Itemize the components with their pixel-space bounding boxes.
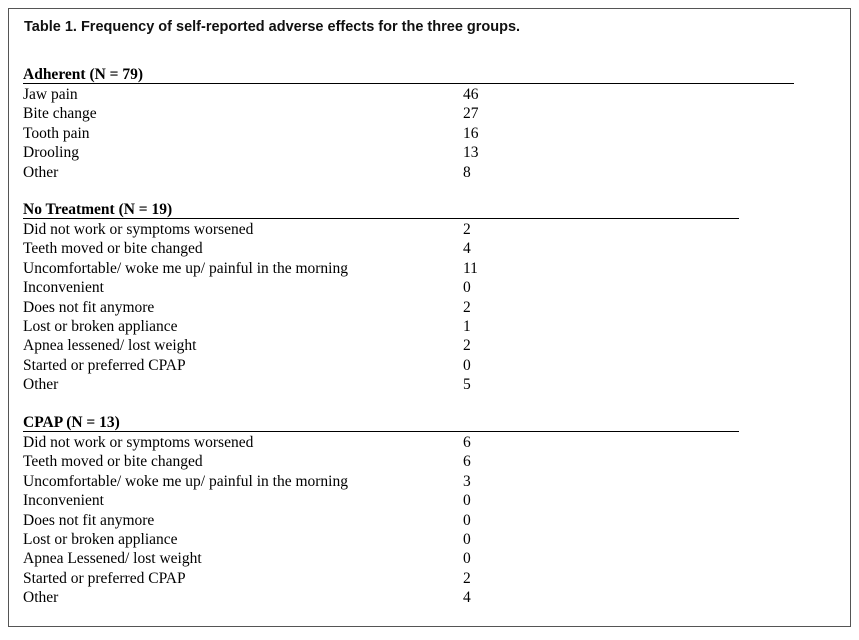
- section-cpap: [23, 414, 739, 608]
- table-row: [23, 511, 739, 530]
- row-count: 46: [463, 86, 479, 103]
- row-count: 0: [463, 492, 471, 510]
- row-count: 4: [463, 589, 471, 607]
- row-label: Bite change: [23, 105, 97, 123]
- row-label: Lost or broken appliance: [23, 317, 178, 335]
- row-label: Did not work or symptoms worsened: [23, 221, 254, 238]
- table-row: [23, 452, 739, 471]
- row-count: 3: [463, 472, 471, 490]
- row-label: Did not work or symptoms worsened: [23, 434, 254, 451]
- row-count: 0: [463, 356, 471, 374]
- table-row: [23, 124, 794, 143]
- row-count: 2: [463, 337, 471, 355]
- row-label: Lost or broken appliance: [23, 530, 178, 548]
- table-row: [23, 85, 794, 104]
- row-count: 5: [463, 376, 471, 394]
- section-rows-cpap: [23, 432, 739, 608]
- row-count: 11: [463, 259, 478, 277]
- row-count: 8: [463, 163, 471, 181]
- row-count: 0: [463, 279, 471, 297]
- row-label: Uncomfortable/ woke me up/ painful in the morning: [23, 259, 348, 277]
- row-count: 0: [463, 511, 471, 529]
- table-row: [23, 239, 739, 258]
- row-label: Started or preferred CPAP: [23, 569, 186, 587]
- table-row: [23, 336, 739, 355]
- row-label: Other: [23, 589, 59, 607]
- row-count: 6: [463, 434, 471, 451]
- table-row: [23, 472, 739, 491]
- row-label: Does not fit anymore: [23, 511, 155, 529]
- row-label: Teeth moved or bite changed: [23, 453, 203, 471]
- row-count: 6: [463, 453, 471, 471]
- table-row: [23, 569, 739, 588]
- row-count: 4: [463, 240, 471, 258]
- table-row: [23, 163, 794, 182]
- table-row: [23, 298, 739, 317]
- row-count: 2: [463, 298, 471, 316]
- table-row: [23, 278, 739, 297]
- row-label: Uncomfortable/ woke me up/ painful in the morning: [23, 472, 348, 490]
- table-row: [23, 375, 739, 394]
- row-label: Other: [23, 163, 59, 181]
- row-count: 13: [463, 144, 479, 162]
- row-count: 1: [463, 317, 471, 335]
- table-row: [23, 143, 794, 162]
- section-rows-adherent: [23, 84, 794, 182]
- row-label: Does not fit anymore: [23, 298, 155, 316]
- row-label: Drooling: [23, 144, 79, 162]
- section-header-adherent: Adherent (N = 79): [23, 66, 794, 84]
- row-label: Inconvenient: [23, 492, 104, 510]
- section-rows-no-treatment: [23, 219, 739, 395]
- section-no-treatment: [23, 201, 739, 395]
- table-row: [23, 104, 794, 123]
- row-label: Teeth moved or bite changed: [23, 240, 203, 258]
- table-row: [23, 220, 739, 239]
- table-row: [23, 433, 739, 452]
- table-frame: [8, 8, 851, 627]
- section-header-cpap: CPAP (N = 13): [23, 414, 739, 432]
- row-count: 2: [463, 569, 471, 587]
- row-count: 0: [463, 530, 471, 548]
- table-row: [23, 549, 739, 568]
- row-label: Jaw pain: [23, 86, 78, 103]
- row-label: Apnea lessened/ lost weight: [23, 337, 197, 355]
- row-count: 0: [463, 550, 471, 568]
- table-row: [23, 317, 739, 336]
- table-row: [23, 259, 739, 278]
- row-count: 16: [463, 124, 479, 142]
- section-header-no-treatment: No Treatment (N = 19): [23, 201, 739, 219]
- table-caption: Table 1. Frequency of self-reported adverse effects for the three groups.: [24, 19, 521, 35]
- table-row: [23, 588, 739, 607]
- row-label: Inconvenient: [23, 279, 104, 297]
- section-adherent: [23, 66, 794, 182]
- row-count: 27: [463, 105, 479, 123]
- table-row: [23, 530, 739, 549]
- row-label: Started or preferred CPAP: [23, 356, 186, 374]
- row-label: Apnea Lessened/ lost weight: [23, 550, 202, 568]
- table-row: [23, 356, 739, 375]
- row-label: Tooth pain: [23, 124, 90, 142]
- table-row: [23, 491, 739, 510]
- row-count: 2: [463, 221, 471, 238]
- row-label: Other: [23, 376, 59, 394]
